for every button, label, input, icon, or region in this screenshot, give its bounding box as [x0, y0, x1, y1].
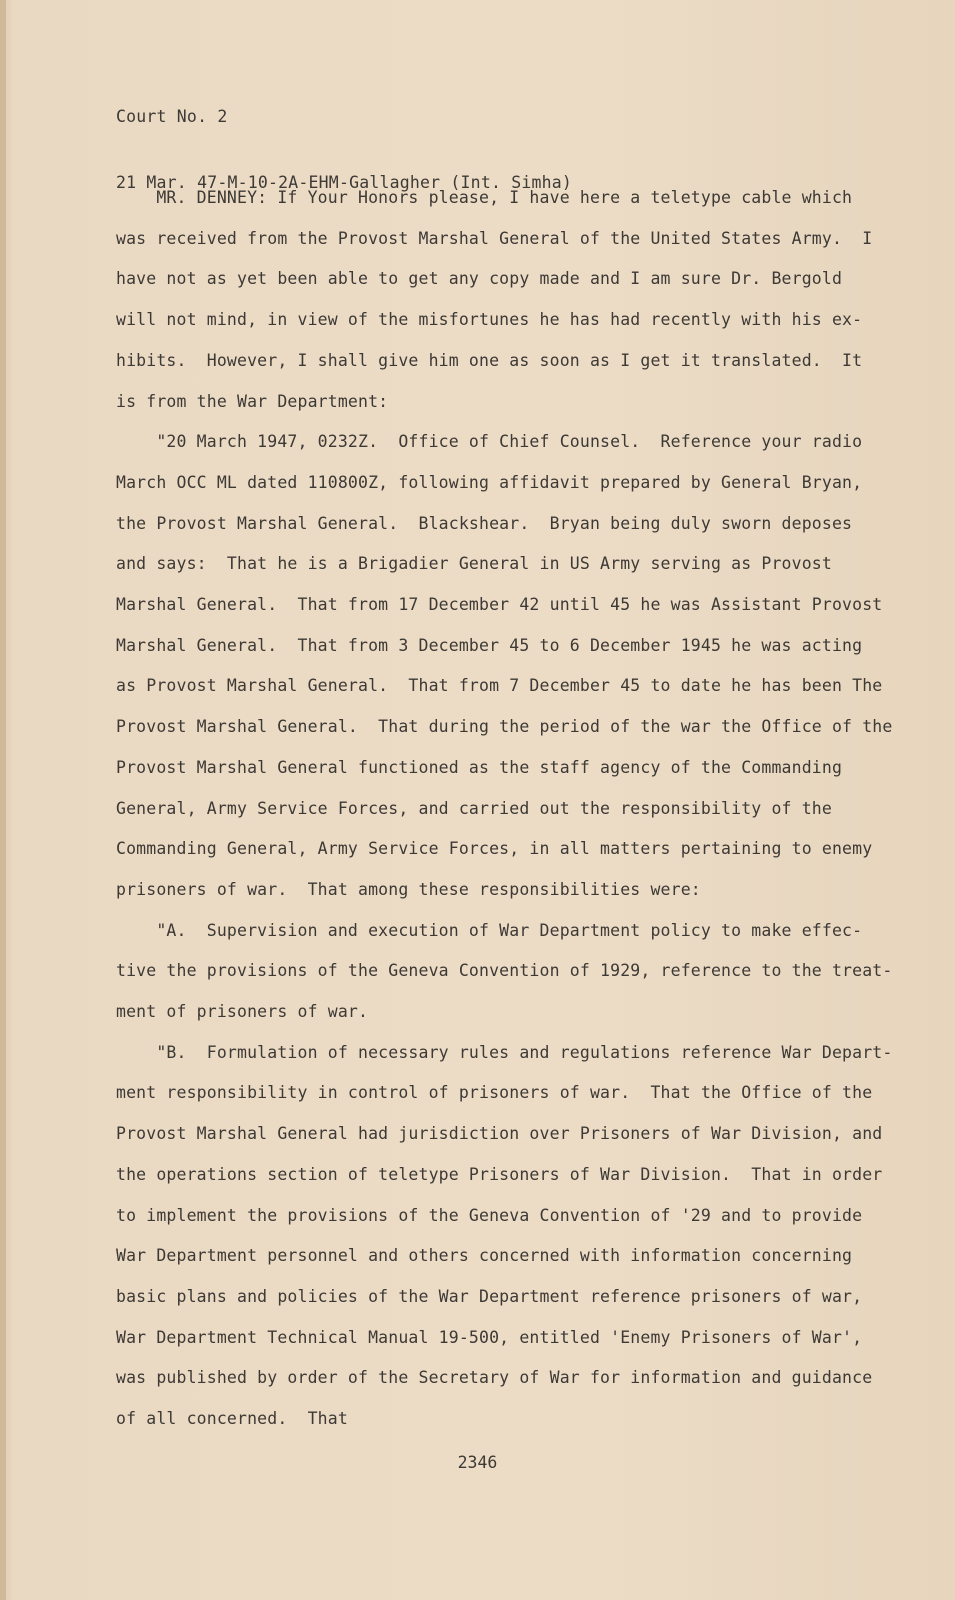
- document-header: [116, 62, 572, 238]
- transcript-line: is from the War Department:: [116, 391, 389, 411]
- transcript-line: Commanding General, Army Service Forces, in all matters pertaining to enemy: [116, 839, 873, 859]
- transcript-line: tive the provisions of the Geneva Convention of 1929, reference to the treat-: [116, 961, 893, 981]
- page-number: 2346: [457, 1453, 498, 1472]
- transcript-line: of all concerned. That: [116, 1409, 348, 1428]
- transcript-line: War Department personnel and others concerned with information concerning: [116, 1246, 853, 1266]
- transcript-line: as Provost Marshal General. That from 7 December 45 to date he has been The: [116, 676, 883, 696]
- transcript-line: ment responsibility in control of prisoners of war. That the Office of the: [116, 1083, 873, 1103]
- transcript-line: Marshal General. That from 17 December 42 until 45 he was Assistant Provost: [116, 595, 883, 614]
- transcript-line: "B. Formulation of necessary rules and regulations reference War Depart-: [116, 1042, 893, 1062]
- transcript-line: "20 March 1947, 0232Z. Office of Chief Counsel. Reference your radio: [116, 432, 863, 452]
- transcript-line: hibits. However, I shall give him one as soon as I get it translated. It: [116, 350, 863, 370]
- transcript-line: was received from the Provost Marshal General of the United States Army. I: [116, 228, 873, 248]
- transcript-line: March OCC ML dated 110800Z, following affidavit prepared by General Bryan,: [116, 472, 863, 492]
- transcript-line: Provost Marshal General functioned as the staff agency of the Commanding: [116, 757, 843, 777]
- transcript-line: Marshal General. That from 3 December 45 to 6 December 1945 he was acting: [116, 635, 863, 655]
- transcript-line: have not as yet been able to get any copy made and I am sure Dr. Bergold: [116, 269, 843, 289]
- transcript-line: the operations section of teletype Prisoners of War Division. That in order: [116, 1164, 883, 1184]
- transcript-line: Provost Marshal General had jurisdiction over Prisoners of War Division, and: [116, 1124, 883, 1144]
- transcript-line: basic plans and policies of the War Department reference prisoners of war,: [116, 1286, 863, 1306]
- transcript-line: ment of prisoners of war.: [116, 1002, 369, 1021]
- transcript-line: General, Army Service Forces, and carried out the responsibility of the: [116, 798, 832, 818]
- transcript-line: Provost Marshal General. That during the period of the war the Office of the: [116, 717, 893, 737]
- transcript-line: War Department Technical Manual 19-500, entitled 'Enemy Prisoners of War',: [116, 1327, 863, 1347]
- transcript-line: the Provost Marshal General. Blackshear. Bryan being duly sworn deposes: [116, 513, 853, 533]
- transcript-line: will not mind, in view of the misfortunes he has had recently with his ex-: [116, 310, 863, 330]
- transcript-line: "A. Supervision and execution of War Department policy to make effec-: [116, 920, 863, 940]
- session-line: 21 Mar. 47-M-10-2A-EHM-Gallagher (Int. Simha): [116, 173, 573, 192]
- transcript-line: was published by order of the Secretary of War for information and guidance: [116, 1368, 873, 1388]
- transcript-line: MR. DENNEY: If Your Honors please, I have here a teletype cable which: [116, 188, 853, 207]
- transcript-line: and says: That he is a Brigadier General in US Army serving as Provost: [116, 554, 832, 574]
- transcript-line: prisoners of war. That among these responsibilities were:: [116, 879, 701, 899]
- court-number: Court No. 2: [116, 107, 228, 126]
- transcript-line: to implement the provisions of the Geneva Convention of '29 and to provide: [116, 1205, 863, 1225]
